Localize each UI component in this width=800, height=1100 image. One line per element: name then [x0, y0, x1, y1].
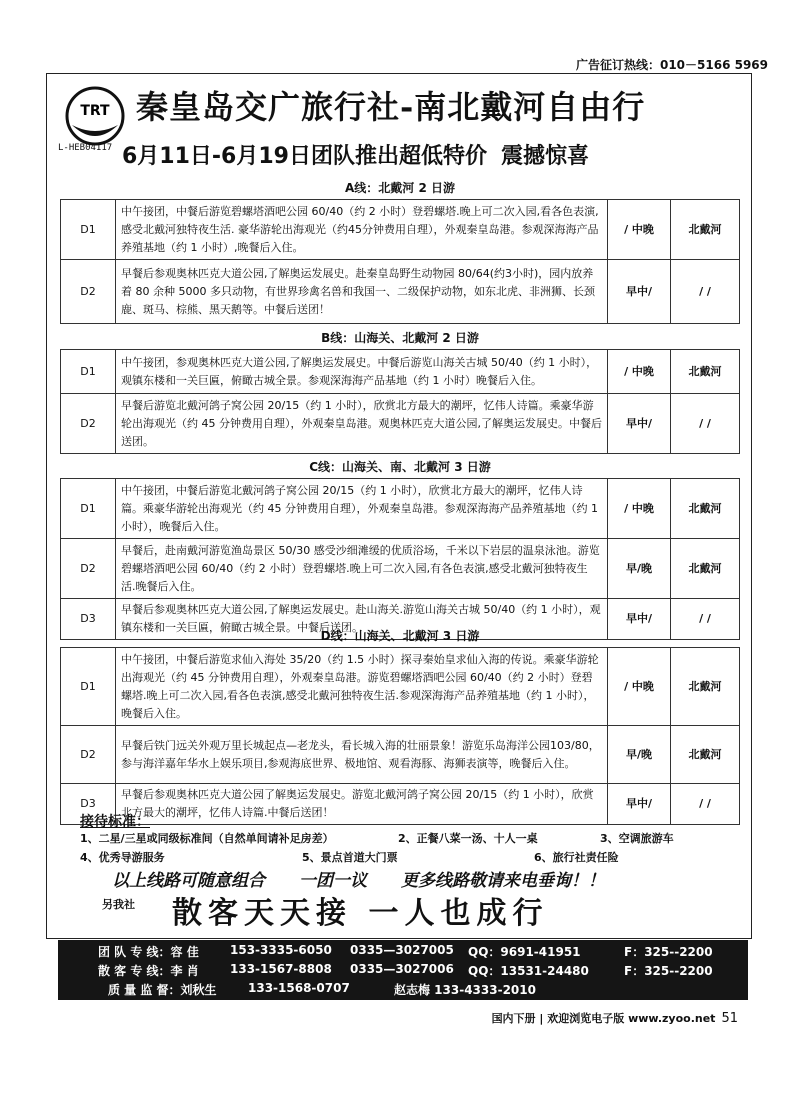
standard-item: 4、优秀导游服务	[80, 851, 165, 864]
contact-tel: 0335—3027006	[350, 962, 454, 976]
table-row	[61, 784, 740, 825]
logo-text: TRT	[80, 103, 110, 119]
hotel-cell: 北戴河	[671, 539, 740, 599]
itinerary-cell: 早餐后游览北戴河鸽子窝公园 20/15（约 1 小时），欣赏北方最大的潮坪，忆伟人诗篇。乘豪华游轮出海观光（约 45 分钟费用自理），外观秦皇岛港。观奥林匹克大道公园,了解奥运发展史。中餐后送团。	[116, 394, 608, 454]
table-row	[61, 394, 740, 454]
hotel-cell: / /	[671, 784, 740, 825]
day-cell: D2	[61, 394, 116, 454]
contact-qq: QQ：9691-41951	[468, 945, 581, 959]
itinerary-cell: 中午接团，中餐后游览求仙入海处 35/20（约 1.5 小时）探寻秦始皇求仙入海的传说。乘豪华游轮出海观光（约 45 分钟费用自理），外观秦皇岛港。游览碧螺塔酒吧公园 60/40（约 2 小时）登碧螺塔.晚上可二次入园,看各色表演,感受北戴河独特夜生活.参观深海海产品养殖基地（约 1 小时），晚餐后入住。	[116, 648, 608, 726]
contact-label: 散 客 专 线：李 肖	[98, 964, 199, 978]
day-cell: D1	[61, 648, 116, 726]
ad-hotline: 广告征订热线：010－5166 5969	[575, 58, 768, 72]
headline-emphasis: 震撼惊喜	[500, 144, 589, 169]
contact-fax: F：325--2200	[624, 964, 713, 978]
footer-text: 国内下册 | 欢迎浏览电子版 www.zyoo.net	[491, 1012, 716, 1025]
table-row	[61, 200, 740, 260]
day-cell: D2	[61, 539, 116, 599]
itinerary-cell: 中午接团，中餐后游览碧螺塔酒吧公园 60/40（约 2 小时）登碧螺塔.晚上可二次入园,看各色表演,感受北戴河独特夜生活. 豪华游轮出海观光（约45分钟费用自理），外观秦皇岛港。参观深海海产品养殖基地（约 1 小时）,晚餐后入住。	[116, 200, 608, 260]
day-cell: D2	[61, 260, 116, 324]
contact-label: 质 量 监 督：刘秋生	[108, 983, 217, 997]
route-table-c	[60, 455, 740, 640]
table-row	[61, 479, 740, 539]
table-row	[61, 350, 740, 394]
contact-label: 团 队 专 线：容 佳	[98, 945, 199, 959]
contact-mobile: 133-1568-0707	[248, 981, 350, 995]
hotel-cell: / /	[671, 599, 740, 640]
hotel-cell: 北戴河	[671, 350, 740, 394]
contact-row	[58, 941, 748, 960]
itinerary-cell: 中午接团，参观奥林匹克大道公园,了解奥运发展史。中餐后游览山海关古城 50/40（约 1 小时），观镇东楼和一关巨匾，俯瞰古城全景。参观深海海产品基地（约 1 小时）晚餐后入住。	[116, 350, 608, 394]
tagline: 散客天天接 一人也成行	[172, 896, 549, 931]
day-cell: D1	[61, 200, 116, 260]
standard-item: 2、正餐八菜一汤、十人一桌	[398, 832, 538, 845]
day-cell: D2	[61, 726, 116, 784]
meal-cell: / 中晚	[608, 350, 671, 394]
itinerary-cell: 早餐后参观奥林匹克大道公园,了解奥运发展史。赴秦皇岛野生动物园 80/64(约3小时)，园内放养着 80 余种 5000 多只动物，有世界珍禽名兽和我国一、二级保护动物，如东北虎、非洲狮、长颈鹿、斑马、棕熊、黑天鹅等。中餐后送团！	[116, 260, 608, 324]
meal-cell: 早/晚	[608, 726, 671, 784]
table-row	[61, 648, 740, 726]
page-number: 51	[721, 1011, 738, 1026]
contact-tel: 0335—3027005	[350, 943, 454, 957]
agency-logo	[64, 85, 126, 147]
route-title: C线：山海关、南、北戴河 3 日游	[309, 460, 491, 474]
hotel-cell: / /	[671, 260, 740, 324]
table-row	[61, 726, 740, 784]
contact-bar	[58, 940, 748, 1000]
standard-item: 1、二星/三星或同级标准间（自然单间请补足房差）	[80, 832, 334, 845]
meal-cell: 早/晚	[608, 539, 671, 599]
route-table-b	[60, 326, 740, 454]
contact-mobile: 153-3335-6050	[230, 943, 332, 957]
route-table-a	[60, 176, 740, 324]
license-number: L-HEB04117	[58, 143, 113, 153]
route-title: D线：山海关、北戴河 3 日游	[320, 629, 480, 643]
meal-cell: / 中晚	[608, 200, 671, 260]
standard-item: 6、旅行社责任险	[534, 851, 619, 864]
brand-title: 秦皇岛交广旅行社-南北戴河自由行	[136, 88, 646, 126]
page-footer	[492, 1010, 738, 1026]
standard-item: 5、景点首道大门票	[302, 851, 398, 864]
day-cell: D1	[61, 350, 116, 394]
meal-cell: 早中/	[608, 784, 671, 825]
meal-cell: 早中/	[608, 599, 671, 640]
standards-title: 接待标准：	[80, 814, 150, 830]
hotel-cell: 北戴河	[671, 648, 740, 726]
meal-cell: 早中/	[608, 260, 671, 324]
meal-cell: 早中/	[608, 394, 671, 454]
table-row	[61, 260, 740, 324]
route-table-d	[60, 624, 740, 825]
contact-row	[58, 960, 748, 979]
itinerary-cell: 早餐后参观奥林匹克大道公园,了解奥运发展史。赴山海关.游览山海关古城 50/40（约 1 小时），观镇东楼和一关巨匾，俯瞰古城全景。中餐后送团。	[116, 599, 608, 640]
hotel-cell: / /	[671, 394, 740, 454]
company-label: 另我社	[102, 898, 135, 911]
slogan-part: 更多线路敬请来电垂询！！	[401, 871, 605, 891]
day-cell: D3	[61, 599, 116, 640]
contact-qq: QQ：13531-24480	[468, 964, 589, 978]
contact-fax: F：325--2200	[624, 945, 713, 959]
itinerary-cell: 早餐后铁门远关外观万里长城起点—老龙头，看长城入海的壮丽景象！游览乐岛海洋公园103/80，参与海洋嘉年华水上娱乐项目,参观海底世界、极地馆、观看海豚、海狮表演等，晚餐后入住。	[116, 726, 608, 784]
route-title: A线：北戴河 2 日游	[345, 181, 455, 195]
day-cell: D3	[61, 784, 116, 825]
meal-cell: / 中晚	[608, 479, 671, 539]
promo-headline	[122, 139, 589, 170]
contact-supervisor-2: 赵志梅 133-4333-2010	[394, 983, 536, 997]
contact-mobile: 133-1567-8808	[230, 962, 332, 976]
hotel-cell: 北戴河	[671, 479, 740, 539]
contact-row	[58, 979, 748, 998]
meal-cell: / 中晚	[608, 648, 671, 726]
day-cell: D1	[61, 479, 116, 539]
itinerary-cell: 早餐后参观奥林匹克大道公园了解奥运发展史。游览北戴河鸽子窝公园 20/15（约 1 小时），欣赏北方最大的潮坪，忆伟人诗篇.中餐后送团！	[116, 784, 608, 825]
slogan-part: 以上线路可随意组合	[112, 871, 265, 891]
itinerary-cell: 早餐后，赴南戴河游览渔岛景区 50/30 感受沙细滩缓的优质浴场，千米以下岩层的温泉泳池。游览碧螺塔酒吧公园 60/40（约 2 小时）登碧螺塔.晚上可二次入园,有各色表演,感受北戴河独特夜生活.晚餐后入住。	[116, 539, 608, 599]
standard-item: 3、空调旅游车	[600, 832, 674, 845]
hotel-cell: 北戴河	[671, 200, 740, 260]
hotel-cell: 北戴河	[671, 726, 740, 784]
headline-main: 6月11日-6月19日团队推出超低特价	[122, 144, 487, 169]
slogan-part: 一团一议	[299, 871, 367, 891]
table-row	[61, 539, 740, 599]
itinerary-cell: 中午接团，中餐后游览北戴河鸽子窝公园 20/15（约 1 小时），欣赏北方最大的潮坪，忆伟人诗篇。乘豪华游轮出海观光（约 45 分钟费用自理），外观秦皇岛港。参观深海海产品养殖基地（约 1 小时），晚餐后入住。	[116, 479, 608, 539]
route-title: B线：山海关、北戴河 2 日游	[321, 331, 479, 345]
